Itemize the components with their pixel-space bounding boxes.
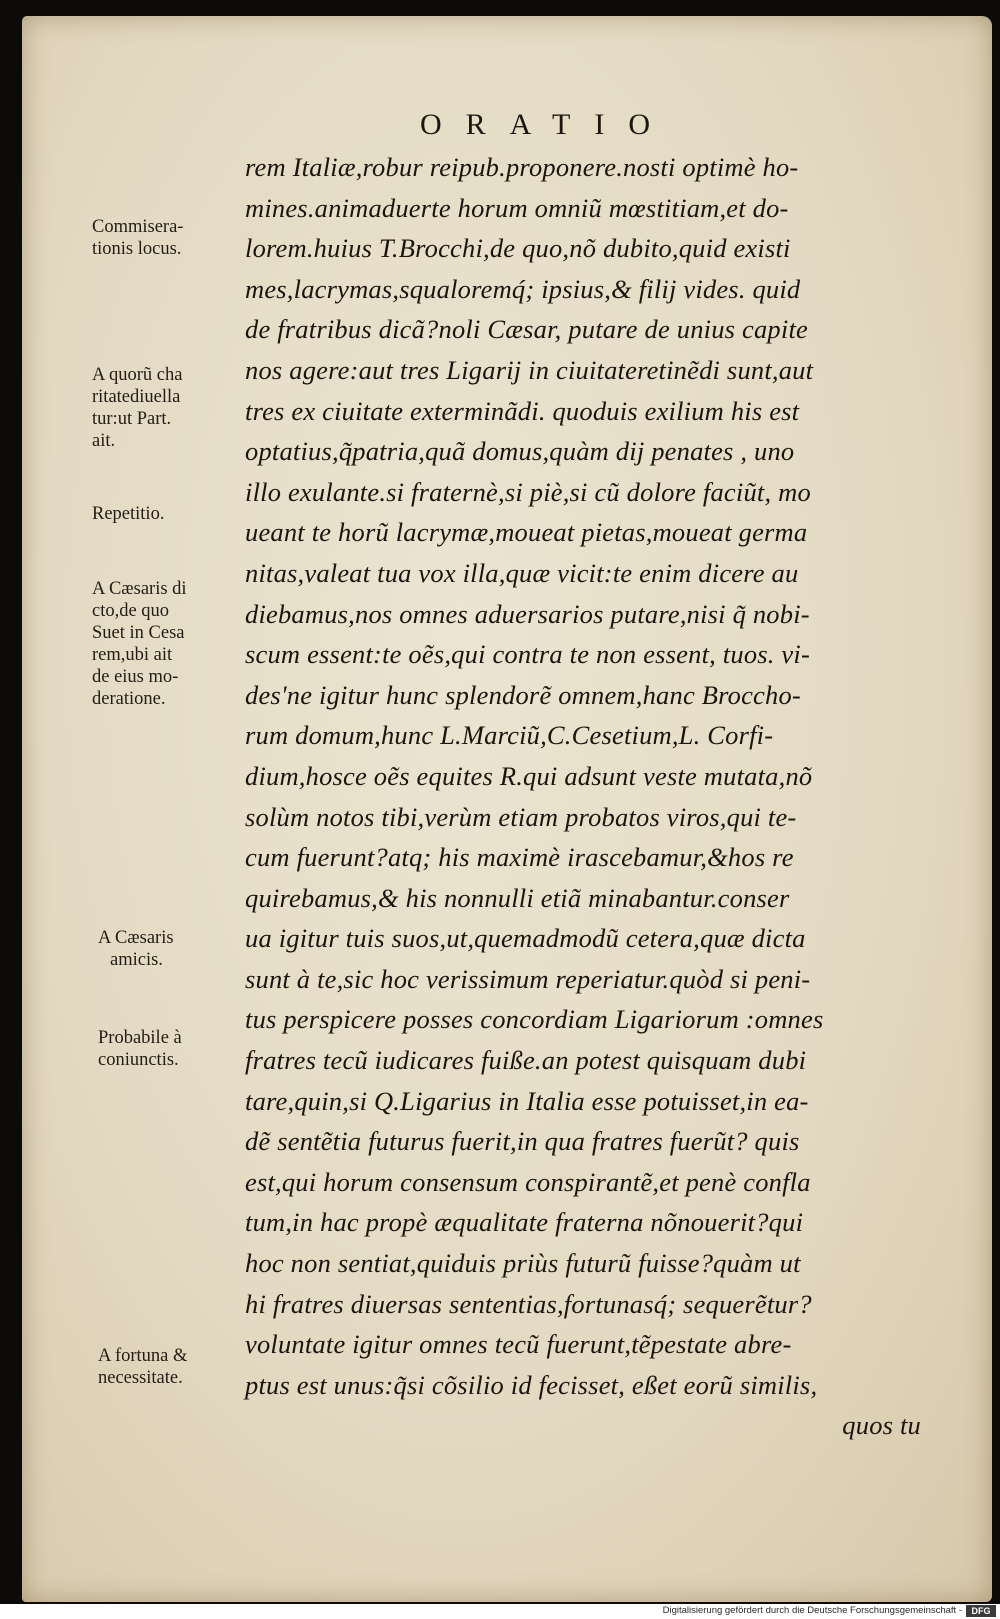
text-line: mes,lacrymas,squaloremq́; ipsius,& filij vides. quid [245,273,801,304]
text-line: ueant te horũ lacrymæ,moueat pietas,moueat germa [245,517,808,548]
margin-note-line: Suet in Cesa [92,623,185,643]
text-line: voluntate igitur omnes tecũ fuerunt,tẽpestate abre- [245,1329,792,1360]
margin-note [98,927,248,971]
text-line: solùm notos tibi,verùm etiam probatos viros,qui te- [245,801,797,832]
margin-note [92,216,242,260]
margin-note-line: A Cæsaris [98,928,174,948]
running-head: ORATIO [420,108,674,141]
text-line: hoc non sentiat,quiduis priùs futurũ fuisse?quàm ut [245,1248,801,1279]
margin-note-line: tur:ut Part. [92,409,172,429]
margin-note-line: rem,ubi ait [92,645,173,665]
text-line: mines.animaduerte horum omniũ mœstitiam,et do- [245,192,789,223]
margin-note-line: Probabile à [98,1028,182,1048]
margin-note-line: A quorũ cha [92,365,183,385]
margin-note-line: Commisera- [92,217,184,237]
margin-note-line: coniunctis. [98,1050,179,1070]
margin-note-line: de eius mo- [92,667,179,687]
text-line: lorem.huius T.Brocchi,de quo,nõ dubito,quid existi [245,233,791,264]
text-line: tum,in hac propè æqualitate fraterna nõnouerit?qui [245,1207,804,1238]
text-line: tare,quin,si Q.Ligarius in Italia esse potuisset,in ea- [245,1085,809,1116]
catchword: quos tu [842,1410,921,1441]
margin-note-line: deratione. [92,689,166,709]
margin-note-line: cto,de quo [92,601,170,621]
margin-note-line: Repetitio. [92,504,165,524]
text-line: ua igitur tuis suos,ut,quemadmodũ cetera,quæ dicta [245,923,806,954]
text-line: tres ex ciuitate exterminãdi. quoduis exilium his est [245,395,800,426]
margin-note [98,1345,248,1389]
text-line: dium,hosce oẽs equites R.qui adsunt veste mutata,nõ [245,760,813,791]
digitization-credit: Digitalisierung gefördert durch die Deutsche Forschungsgemeinschaft - [662,1605,962,1616]
margin-note [92,578,242,710]
margin-note [92,503,242,525]
text-line: quirebamus,& his nonnulli etiã minabantur.conser [245,882,790,913]
text-line: ptus est unus:q̃si cõsilio id fecisset, eßet eorũ similis, [245,1369,818,1400]
margin-note [92,364,242,452]
margin-note-line: ait. [92,431,116,451]
text-line: est,qui horum consensum conspirantẽ,et penè confla [245,1166,811,1197]
margin-note-line: A Cæsaris di [92,579,187,599]
margin-note [98,1027,248,1071]
text-line: nos agere:aut tres Ligarij in ciuitateretinẽdi sunt,aut [245,354,814,385]
text-line: de fratribus dicã?noli Cæsar, putare de unius capite [245,314,808,345]
text-line: illo exulante.si fraternè,si piè,si cũ dolore faciũt, mo [245,476,811,507]
text-line: rum domum,hunc L.Marciũ,C.Cesetium,L. Corfi- [245,720,774,751]
main-text-column [245,147,945,1446]
margin-note-line: amicis. [110,950,163,970]
dfg-logo-icon: DFG [966,1605,996,1617]
text-line: des'ne igitur hunc splendorẽ omnem,hanc Broccho- [245,679,801,710]
text-line: scum essent:te oẽs,qui contra te non essent, tuos. vi- [245,639,810,670]
text-line: optatius,q̃patria,quã domus,quàm dij penates , uno [245,436,795,467]
text-line: sunt à te,sic hoc verissimum reperiatur.quòd si peni- [245,963,811,994]
text-line: tus perspicere posses concordiam Ligariorum :omnes [245,1004,824,1035]
margin-note-line: necessitate. [98,1368,183,1388]
text-line: fratres tecũ iudicares fuiße.an potest quisquam dubi [245,1045,807,1076]
text-line: cum fuerunt?atq; his maximè irascebamur,&hos re [245,842,794,873]
margin-note-line: tionis locus. [92,239,182,259]
text-line: dẽ sentẽtia futurus fuerit,in qua fratres fuerũt? quis [245,1126,800,1157]
text-line: hi fratres diuersas sententias,fortunasq́; sequerẽtur? [245,1288,812,1319]
text-line: nitas,valeat tua vox illa,quæ vicit:te enim dicere au [245,557,799,588]
margin-note-line: ritatediuella [92,387,181,407]
margin-note-line: A fortuna & [98,1346,188,1366]
text-line: rem Italiæ,robur reipub.proponere.nosti optimè ho- [245,152,799,182]
text-line: diebamus,nos omnes aduersarios putare,nisi q̃ nobi- [245,598,810,629]
